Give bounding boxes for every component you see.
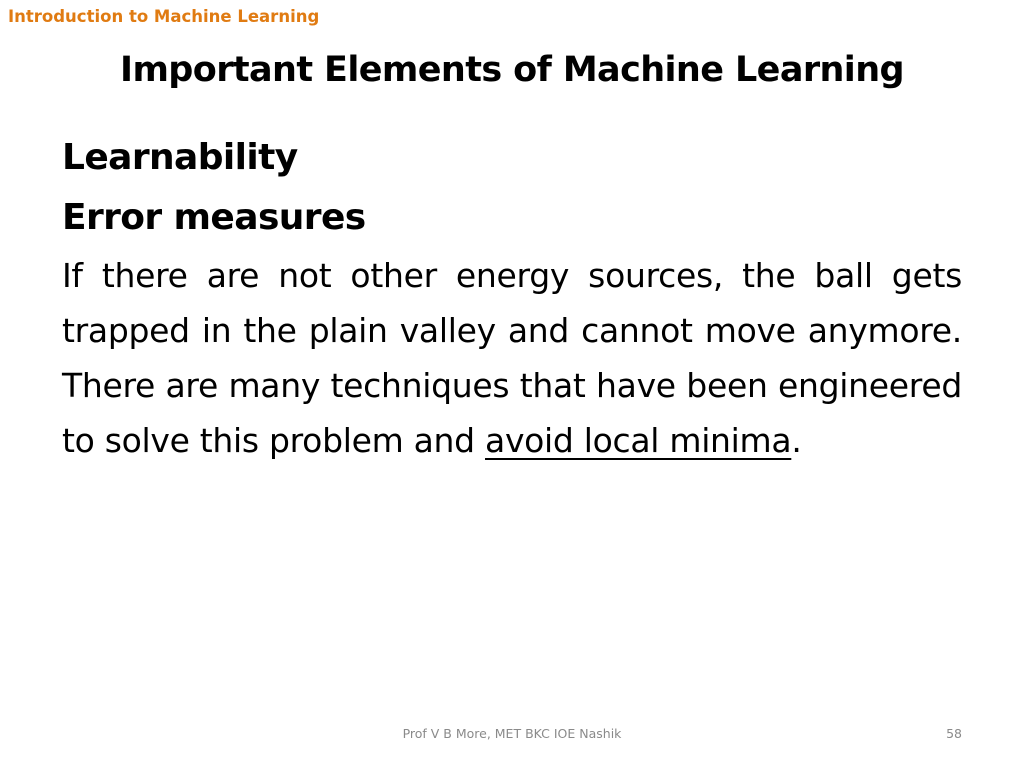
course-label: Introduction to Machine Learning: [8, 7, 320, 26]
footer-author: Prof V B More, MET BKC IOE Nashik: [402, 726, 622, 741]
paragraph-end: .: [791, 421, 802, 460]
page-number: 58: [946, 726, 962, 741]
slide-title: Important Elements of Machine Learning: [120, 50, 904, 90]
subheading-learnability: Learnability: [62, 137, 298, 178]
paragraph-text: If there are not other energy sources, the ball gets trapped in the plain valley and cannot move anymore. There are many techniques that have been engineered to solve this problem and: [62, 256, 962, 460]
body-paragraph: [62, 248, 962, 468]
slide-content: [62, 128, 962, 468]
avoid-local-minima-link[interactable]: avoid local minima: [485, 421, 792, 460]
subheading-error-measures: Error measures: [62, 197, 366, 238]
